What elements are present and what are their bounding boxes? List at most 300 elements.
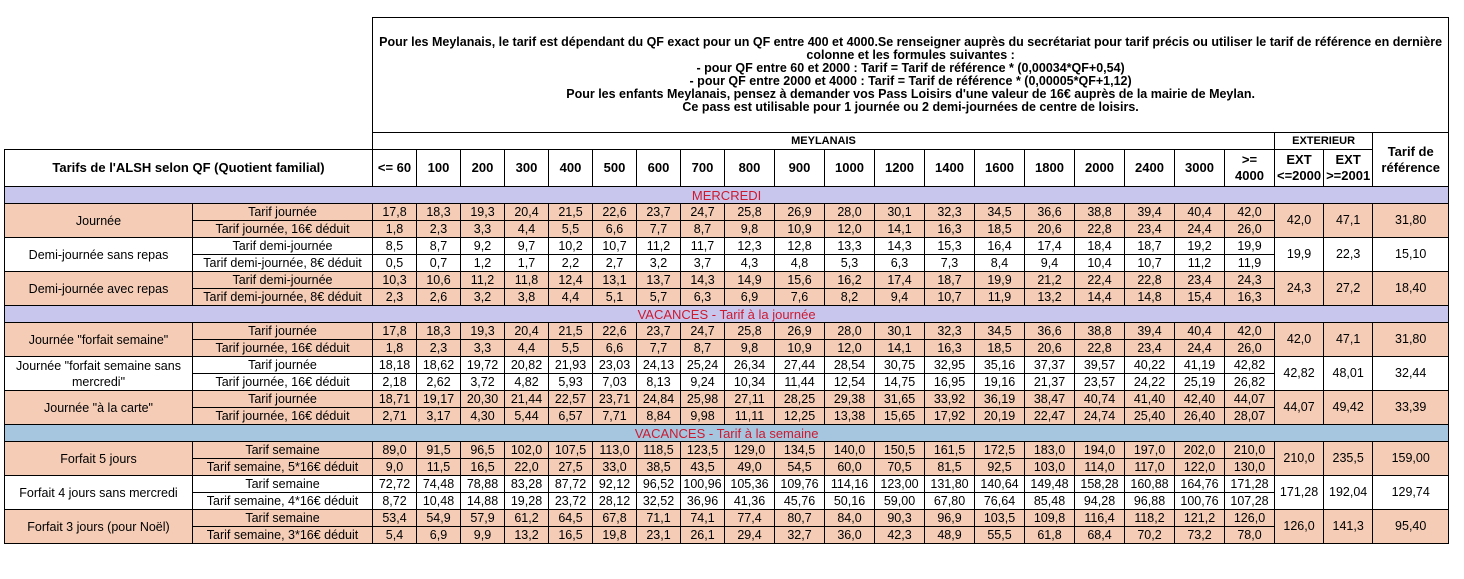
price-cell: 16,95 xyxy=(925,374,975,391)
price-cell: 64,5 xyxy=(549,510,593,527)
price-cell: 30,1 xyxy=(875,204,925,221)
table-row xyxy=(5,272,1449,289)
row-sublabel: Tarif journée, 16€ déduit xyxy=(193,374,373,391)
price-cell: 26,9 xyxy=(775,323,825,340)
row-sublabel: Tarif demi-journée xyxy=(193,272,373,289)
price-cell: 4,4 xyxy=(549,289,593,306)
price-cell: 5,4 xyxy=(373,527,417,544)
price-cell: 8,13 xyxy=(637,374,681,391)
price-cell: 102,0 xyxy=(505,442,549,459)
price-cell: 2,3 xyxy=(417,221,461,238)
ref-price-cell: 18,40 xyxy=(1373,272,1449,306)
price-cell: 100,96 xyxy=(681,476,725,493)
price-cell: 53,4 xyxy=(373,510,417,527)
price-cell: 25,8 xyxy=(725,204,775,221)
price-cell: 6,9 xyxy=(725,289,775,306)
price-cell: 84,0 xyxy=(825,510,875,527)
price-cell: 11,7 xyxy=(681,238,725,255)
price-cell: 3,17 xyxy=(417,408,461,425)
price-cell: 8,84 xyxy=(637,408,681,425)
price-cell: 36,19 xyxy=(975,391,1025,408)
price-cell: 24,22 xyxy=(1125,374,1175,391)
price-cell: 39,4 xyxy=(1125,204,1175,221)
price-cell: 70,2 xyxy=(1125,527,1175,544)
price-cell: 3,3 xyxy=(461,221,505,238)
price-cell: 12,4 xyxy=(549,272,593,289)
price-cell: 18,4 xyxy=(1075,238,1125,255)
price-cell: 2,7 xyxy=(593,255,637,272)
qf-column-header: >= 4000 xyxy=(1225,150,1275,187)
price-cell: 5,5 xyxy=(549,340,593,357)
price-cell: 34,5 xyxy=(975,204,1025,221)
price-cell: 16,4 xyxy=(975,238,1025,255)
price-cell: 80,7 xyxy=(775,510,825,527)
price-cell: 38,8 xyxy=(1075,204,1125,221)
price-cell: 96,52 xyxy=(637,476,681,493)
price-cell: 14,9 xyxy=(725,272,775,289)
price-cell: 107,28 xyxy=(1225,493,1275,510)
price-cell: 134,5 xyxy=(775,442,825,459)
price-cell: 24,4 xyxy=(1175,340,1225,357)
price-cell: 38,8 xyxy=(1075,323,1125,340)
price-cell: 16,3 xyxy=(925,221,975,238)
price-cell: 30,1 xyxy=(875,323,925,340)
row-sublabel: Tarif semaine xyxy=(193,476,373,493)
price-cell: 5,93 xyxy=(549,374,593,391)
row-sublabel: Tarif journée, 16€ déduit xyxy=(193,408,373,425)
price-cell: 91,5 xyxy=(417,442,461,459)
price-cell: 14,8 xyxy=(1125,289,1175,306)
price-cell: 26,82 xyxy=(1225,374,1275,391)
ext-price-cell: 192,04 xyxy=(1324,476,1373,510)
ext-price-cell: 22,3 xyxy=(1324,238,1373,272)
qf-column-header: 300 xyxy=(505,150,549,187)
row-sublabel: Tarif journée xyxy=(193,204,373,221)
price-cell: 12,25 xyxy=(775,408,825,425)
price-cell: 29,4 xyxy=(725,527,775,544)
price-cell: 10,6 xyxy=(417,272,461,289)
price-cell: 68,4 xyxy=(1075,527,1125,544)
price-cell: 11,9 xyxy=(1225,255,1275,272)
price-cell: 28,0 xyxy=(825,323,875,340)
ext-price-cell: 49,42 xyxy=(1324,391,1373,425)
ext-price-cell: 27,2 xyxy=(1324,272,1373,306)
price-cell: 16,2 xyxy=(825,272,875,289)
price-cell: 19,9 xyxy=(1225,238,1275,255)
price-cell: 103,5 xyxy=(975,510,1025,527)
info-note-line-4: Pour les enfants Meylanais, pensez à demander vos Pass Loisirs d'une valeur de 16€ auprès de la mairie de Meylan. xyxy=(566,87,1255,101)
price-cell: 18,3 xyxy=(417,204,461,221)
price-cell: 32,52 xyxy=(637,493,681,510)
price-cell: 121,2 xyxy=(1175,510,1225,527)
price-cell: 6,3 xyxy=(681,289,725,306)
table-row xyxy=(5,357,1449,374)
table-row xyxy=(5,221,1449,238)
price-cell: 3,3 xyxy=(461,340,505,357)
price-cell: 24,13 xyxy=(637,357,681,374)
price-cell: 19,3 xyxy=(461,323,505,340)
row-group-label: Forfait 4 jours sans mercredi xyxy=(5,476,193,510)
price-cell: 90,3 xyxy=(875,510,925,527)
price-cell: 11,9 xyxy=(975,289,1025,306)
price-cell: 25,98 xyxy=(681,391,725,408)
price-cell: 26,9 xyxy=(775,204,825,221)
price-cell: 61,2 xyxy=(505,510,549,527)
table-row xyxy=(5,323,1449,340)
price-cell: 23,7 xyxy=(637,204,681,221)
price-cell: 20,4 xyxy=(505,204,549,221)
price-cell: 15,65 xyxy=(875,408,925,425)
row-sublabel: Tarif semaine, 3*16€ déduit xyxy=(193,527,373,544)
price-cell: 94,28 xyxy=(1075,493,1125,510)
price-cell: 8,5 xyxy=(373,238,417,255)
price-cell: 42,0 xyxy=(1225,323,1275,340)
price-cell: 16,5 xyxy=(549,527,593,544)
price-cell: 20,6 xyxy=(1025,221,1075,238)
ext-price-cell: 47,1 xyxy=(1324,204,1373,238)
price-cell: 100,76 xyxy=(1175,493,1225,510)
price-cell: 41,36 xyxy=(725,493,775,510)
price-cell: 0,5 xyxy=(373,255,417,272)
price-cell: 39,4 xyxy=(1125,323,1175,340)
price-cell: 14,1 xyxy=(875,340,925,357)
price-cell: 129,0 xyxy=(725,442,775,459)
ref-price-cell: 95,40 xyxy=(1373,510,1449,544)
price-cell: 26,0 xyxy=(1225,340,1275,357)
info-note-line-1: Pour les Meylanais, le tarif est dépendant du QF exact pour un QF entre 400 et 4000.Se renseigner auprès du secrétariat pour tarif précis ou utiliser le tarif de référence en dernière colonne et les formules suivantes : xyxy=(379,35,1443,62)
ref-price-cell: 31,80 xyxy=(1373,323,1449,357)
price-cell: 49,0 xyxy=(725,459,775,476)
price-cell: 202,0 xyxy=(1175,442,1225,459)
price-cell: 2,62 xyxy=(417,374,461,391)
price-cell: 76,64 xyxy=(975,493,1025,510)
table-row xyxy=(5,238,1449,255)
price-cell: 22,8 xyxy=(1075,221,1125,238)
price-cell: 22,57 xyxy=(549,391,593,408)
price-cell: 18,5 xyxy=(975,340,1025,357)
price-cell: 40,74 xyxy=(1075,391,1125,408)
section-title: MERCREDI xyxy=(5,187,1449,204)
ext-price-cell: 48,01 xyxy=(1324,357,1373,391)
qf-column-header: 800 xyxy=(725,150,775,187)
price-cell: 14,88 xyxy=(461,493,505,510)
ext-price-cell: 42,0 xyxy=(1275,204,1324,238)
price-cell: 26,1 xyxy=(681,527,725,544)
qf-column-header: 1800 xyxy=(1025,150,1075,187)
price-cell: 24,7 xyxy=(681,204,725,221)
price-cell: 16,3 xyxy=(1225,289,1275,306)
price-cell: 113,0 xyxy=(593,442,637,459)
price-cell: 18,7 xyxy=(1125,238,1175,255)
price-cell: 45,76 xyxy=(775,493,825,510)
price-cell: 194,0 xyxy=(1075,442,1125,459)
price-cell: 26,0 xyxy=(1225,221,1275,238)
ext-price-cell: 47,1 xyxy=(1324,323,1373,357)
price-cell: 5,44 xyxy=(505,408,549,425)
price-cell: 20,19 xyxy=(975,408,1025,425)
qf-column-header: 900 xyxy=(775,150,825,187)
price-cell: 13,2 xyxy=(1025,289,1075,306)
price-cell: 77,4 xyxy=(725,510,775,527)
price-cell: 25,8 xyxy=(725,323,775,340)
price-cell: 9,9 xyxy=(461,527,505,544)
price-cell: 19,17 xyxy=(417,391,461,408)
price-cell: 21,93 xyxy=(549,357,593,374)
price-cell: 48,9 xyxy=(925,527,975,544)
price-cell: 1,2 xyxy=(461,255,505,272)
price-cell: 105,36 xyxy=(725,476,775,493)
price-cell: 9,7 xyxy=(505,238,549,255)
price-cell: 172,5 xyxy=(975,442,1025,459)
price-cell: 6,6 xyxy=(593,221,637,238)
row-group-label: Demi-journée sans repas xyxy=(5,238,193,272)
price-cell: 27,44 xyxy=(775,357,825,374)
price-cell: 26,34 xyxy=(725,357,775,374)
price-cell: 92,12 xyxy=(593,476,637,493)
price-cell: 30,75 xyxy=(875,357,925,374)
price-cell: 81,5 xyxy=(925,459,975,476)
price-cell: 73,2 xyxy=(1175,527,1225,544)
price-cell: 23,71 xyxy=(593,391,637,408)
price-cell: 44,07 xyxy=(1225,391,1275,408)
price-cell: 37,37 xyxy=(1025,357,1075,374)
ref-price-cell: 129,74 xyxy=(1373,476,1449,510)
price-cell: 74,48 xyxy=(417,476,461,493)
price-cell: 3,8 xyxy=(505,289,549,306)
price-cell: 9,2 xyxy=(461,238,505,255)
price-cell: 5,1 xyxy=(593,289,637,306)
price-cell: 15,6 xyxy=(775,272,825,289)
price-cell: 10,9 xyxy=(775,221,825,238)
price-cell: 183,0 xyxy=(1025,442,1075,459)
price-cell: 0,7 xyxy=(417,255,461,272)
price-cell: 35,16 xyxy=(975,357,1025,374)
price-cell: 38,47 xyxy=(1025,391,1075,408)
price-cell: 25,24 xyxy=(681,357,725,374)
ext-price-cell: 42,0 xyxy=(1275,323,1324,357)
price-cell: 109,8 xyxy=(1025,510,1075,527)
price-cell: 38,5 xyxy=(637,459,681,476)
price-cell: 126,0 xyxy=(1225,510,1275,527)
row-sublabel: Tarif demi-journée xyxy=(193,238,373,255)
qf-column-header: 600 xyxy=(637,150,681,187)
price-cell: 22,8 xyxy=(1125,272,1175,289)
price-cell: 20,6 xyxy=(1025,340,1075,357)
row-sublabel: Tarif semaine, 4*16€ déduit xyxy=(193,493,373,510)
price-cell: 87,72 xyxy=(549,476,593,493)
tarif-table xyxy=(4,17,1449,544)
price-cell: 13,2 xyxy=(505,527,549,544)
price-cell: 92,5 xyxy=(975,459,1025,476)
section-row xyxy=(5,306,1449,323)
price-cell: 19,72 xyxy=(461,357,505,374)
price-cell: 6,3 xyxy=(875,255,925,272)
price-cell: 10,7 xyxy=(925,289,975,306)
price-cell: 3,2 xyxy=(461,289,505,306)
info-note-line-2: - pour QF entre 60 et 2000 : Tarif = Tarif de référence * (0,00034*QF+0,54) xyxy=(696,61,1125,75)
price-cell: 123,5 xyxy=(681,442,725,459)
price-cell: 71,1 xyxy=(637,510,681,527)
price-cell: 96,88 xyxy=(1125,493,1175,510)
table-row xyxy=(5,510,1449,527)
price-cell: 2,3 xyxy=(373,289,417,306)
section-row xyxy=(5,425,1449,442)
price-cell: 28,07 xyxy=(1225,408,1275,425)
price-cell: 27,5 xyxy=(549,459,593,476)
price-cell: 21,2 xyxy=(1025,272,1075,289)
ext-price-cell: 19,9 xyxy=(1275,238,1324,272)
price-cell: 19,3 xyxy=(461,204,505,221)
price-cell: 140,0 xyxy=(825,442,875,459)
price-cell: 18,5 xyxy=(975,221,1025,238)
price-cell: 54,9 xyxy=(417,510,461,527)
qf-column-header: 400 xyxy=(549,150,593,187)
qf-column-header: 100 xyxy=(417,150,461,187)
price-cell: 22,47 xyxy=(1025,408,1075,425)
info-note xyxy=(373,18,1449,133)
price-cell: 89,0 xyxy=(373,442,417,459)
blank-corner xyxy=(5,18,373,133)
price-cell: 7,7 xyxy=(637,221,681,238)
row-sublabel: Tarif journée, 16€ déduit xyxy=(193,221,373,238)
price-cell: 160,88 xyxy=(1125,476,1175,493)
price-cell: 34,5 xyxy=(975,323,1025,340)
price-cell: 7,7 xyxy=(637,340,681,357)
price-cell: 36,6 xyxy=(1025,204,1075,221)
price-cell: 109,76 xyxy=(775,476,825,493)
price-cell: 25,40 xyxy=(1125,408,1175,425)
price-cell: 14,75 xyxy=(875,374,925,391)
price-cell: 96,9 xyxy=(925,510,975,527)
price-cell: 18,7 xyxy=(925,272,975,289)
price-cell: 4,8 xyxy=(775,255,825,272)
price-cell: 123,00 xyxy=(875,476,925,493)
price-cell: 3,72 xyxy=(461,374,505,391)
price-cell: 8,4 xyxy=(975,255,1025,272)
price-cell: 14,1 xyxy=(875,221,925,238)
qf-column-header: 700 xyxy=(681,150,725,187)
price-cell: 11,2 xyxy=(1175,255,1225,272)
price-cell: 22,0 xyxy=(505,459,549,476)
price-cell: 9,98 xyxy=(681,408,725,425)
blank-corner-2 xyxy=(5,133,373,150)
qf-column-header: 1600 xyxy=(975,150,1025,187)
ref-price-cell: 159,00 xyxy=(1373,442,1449,476)
price-cell: 210,0 xyxy=(1225,442,1275,459)
price-cell: 24,7 xyxy=(681,323,725,340)
price-cell: 2,18 xyxy=(373,374,417,391)
price-cell: 74,1 xyxy=(681,510,725,527)
price-cell: 15,4 xyxy=(1175,289,1225,306)
price-cell: 118,2 xyxy=(1125,510,1175,527)
price-cell: 10,7 xyxy=(1125,255,1175,272)
price-cell: 40,4 xyxy=(1175,323,1225,340)
price-cell: 11,2 xyxy=(461,272,505,289)
price-cell: 2,3 xyxy=(417,340,461,357)
ext-price-cell: 141,3 xyxy=(1324,510,1373,544)
price-cell: 19,28 xyxy=(505,493,549,510)
price-cell: 114,16 xyxy=(825,476,875,493)
ref-price-cell: 33,39 xyxy=(1373,391,1449,425)
ref-price-cell: 32,44 xyxy=(1373,357,1449,391)
table-row xyxy=(5,476,1449,493)
ref-column-header: Tarif de référence xyxy=(1373,133,1449,187)
price-cell: 33,92 xyxy=(925,391,975,408)
price-cell: 4,3 xyxy=(725,255,775,272)
table-row xyxy=(5,527,1449,544)
qf-column-header: 1000 xyxy=(825,150,875,187)
table-row xyxy=(5,459,1449,476)
price-cell: 5,3 xyxy=(825,255,875,272)
price-cell: 6,9 xyxy=(417,527,461,544)
price-cell: 11,11 xyxy=(725,408,775,425)
ext-column-header: EXT >=2001 xyxy=(1324,150,1373,187)
price-cell: 10,3 xyxy=(373,272,417,289)
section-title: VACANCES - Tarif à la semaine xyxy=(5,425,1449,442)
price-cell: 17,92 xyxy=(925,408,975,425)
price-cell: 16,3 xyxy=(925,340,975,357)
price-cell: 19,9 xyxy=(975,272,1025,289)
price-cell: 25,19 xyxy=(1175,374,1225,391)
price-cell: 11,44 xyxy=(775,374,825,391)
table-row xyxy=(5,255,1449,272)
price-cell: 20,82 xyxy=(505,357,549,374)
price-cell: 67,8 xyxy=(593,510,637,527)
price-cell: 9,8 xyxy=(725,221,775,238)
price-cell: 28,12 xyxy=(593,493,637,510)
qf-column-header: <= 60 xyxy=(373,150,417,187)
qf-column-header: 2400 xyxy=(1125,150,1175,187)
price-cell: 19,8 xyxy=(593,527,637,544)
table-title: Tarifs de l'ALSH selon QF (Quotient familial) xyxy=(5,150,373,187)
price-cell: 18,62 xyxy=(417,357,461,374)
price-cell: 78,88 xyxy=(461,476,505,493)
price-cell: 19,16 xyxy=(975,374,1025,391)
price-cell: 8,7 xyxy=(417,238,461,255)
exterieur-group-header: EXTERIEUR xyxy=(1275,133,1373,150)
row-sublabel: Tarif semaine xyxy=(193,510,373,527)
price-cell: 14,3 xyxy=(681,272,725,289)
price-cell: 5,5 xyxy=(549,221,593,238)
price-cell: 2,6 xyxy=(417,289,461,306)
price-cell: 2,2 xyxy=(549,255,593,272)
price-cell: 17,4 xyxy=(1025,238,1075,255)
price-cell: 4,30 xyxy=(461,408,505,425)
price-cell: 12,3 xyxy=(725,238,775,255)
price-cell: 14,4 xyxy=(1075,289,1125,306)
price-cell: 131,80 xyxy=(925,476,975,493)
price-cell: 12,0 xyxy=(825,221,875,238)
row-sublabel: Tarif semaine xyxy=(193,442,373,459)
price-cell: 2,71 xyxy=(373,408,417,425)
price-cell: 41,19 xyxy=(1175,357,1225,374)
price-cell: 40,4 xyxy=(1175,204,1225,221)
row-sublabel: Tarif demi-journée, 8€ déduit xyxy=(193,255,373,272)
price-cell: 22,6 xyxy=(593,204,637,221)
price-cell: 23,4 xyxy=(1125,221,1175,238)
price-cell: 6,6 xyxy=(593,340,637,357)
price-cell: 10,48 xyxy=(417,493,461,510)
ext-price-cell: 171,28 xyxy=(1275,476,1324,510)
table-row xyxy=(5,442,1449,459)
info-note-line-5: Ce pass est utilisable pour 1 journée ou 2 demi-journées de centre de loisirs. xyxy=(682,100,1139,114)
row-group-label: Journée xyxy=(5,204,193,238)
price-cell: 39,57 xyxy=(1075,357,1125,374)
price-cell: 22,4 xyxy=(1075,272,1125,289)
price-cell: 24,4 xyxy=(1175,221,1225,238)
price-cell: 13,3 xyxy=(825,238,875,255)
price-cell: 33,0 xyxy=(593,459,637,476)
